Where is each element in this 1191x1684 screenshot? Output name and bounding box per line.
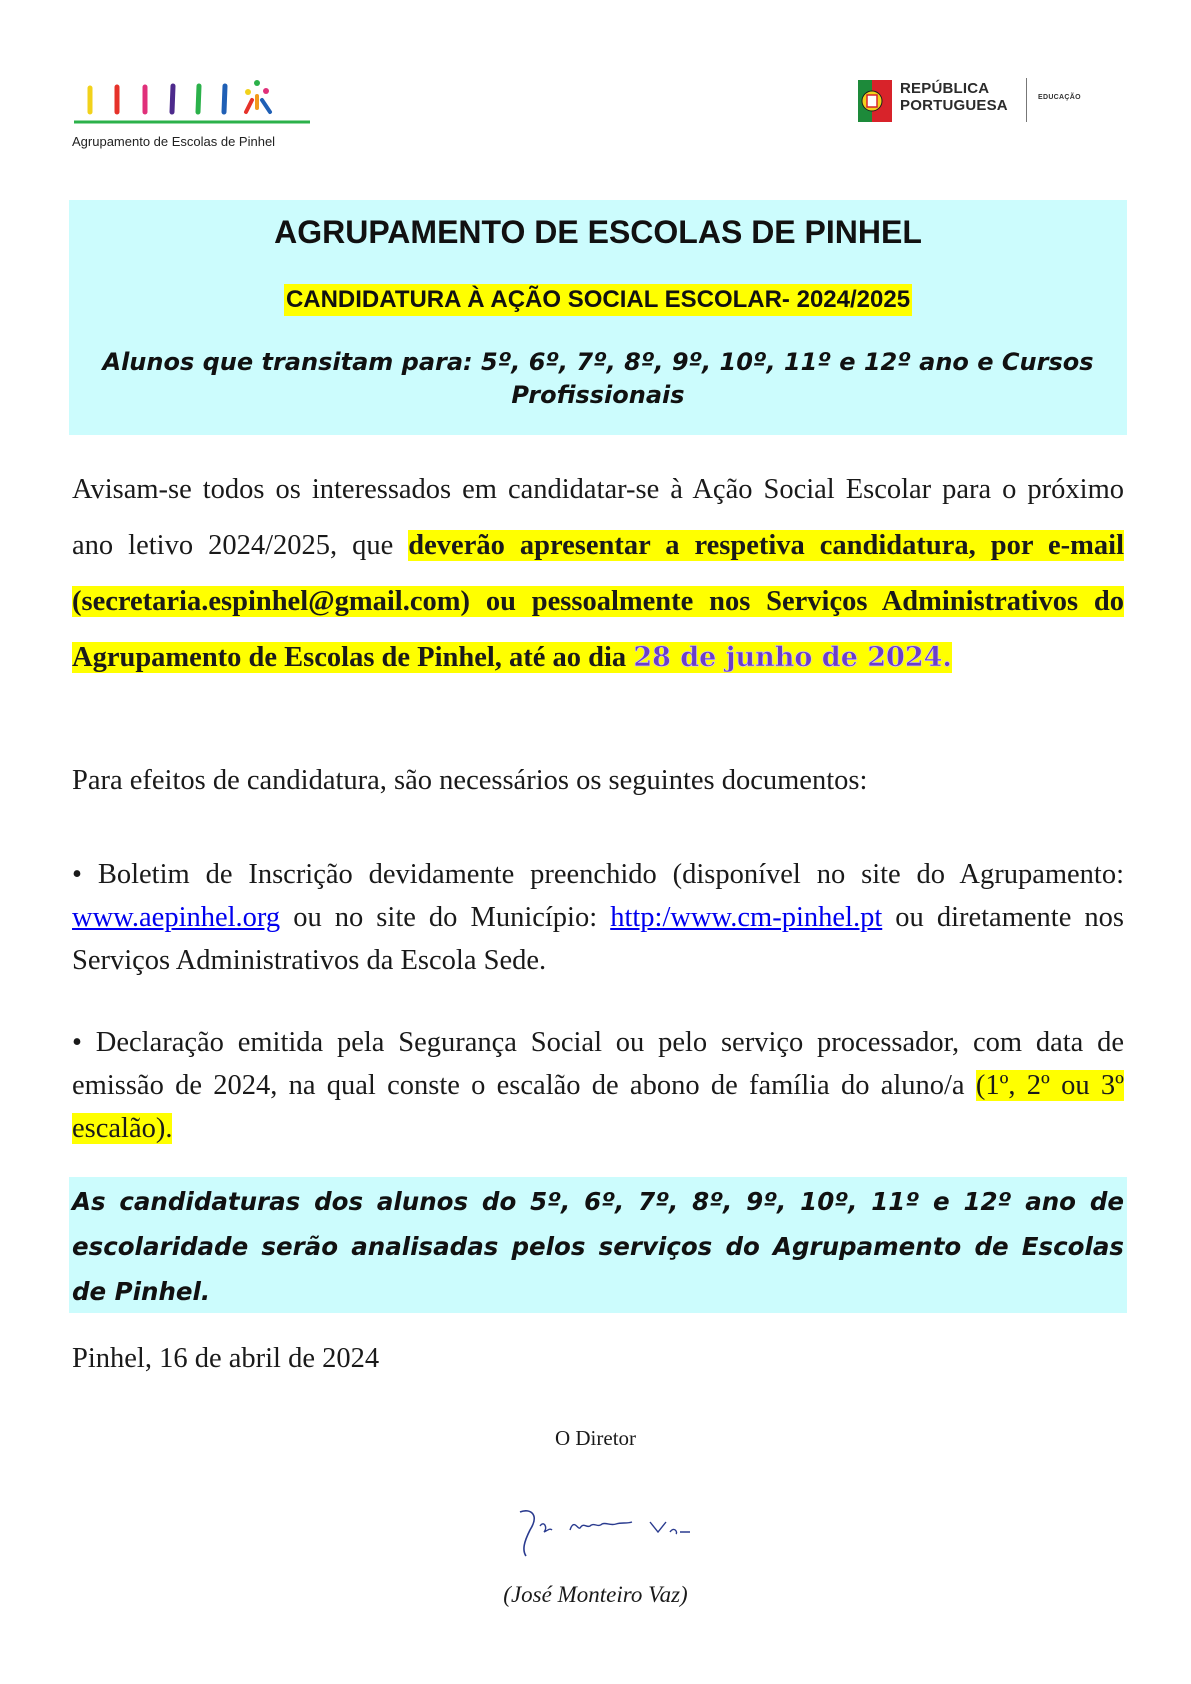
school-site-link[interactable]: www.aepinhel.org [72, 902, 281, 933]
logo-divider [1026, 78, 1027, 122]
subtitle: CANDIDATURA À AÇÃO SOCIAL ESCOLAR- 2024/2025 [284, 284, 912, 316]
deadline-date: 28 de junho de 2024 [633, 642, 943, 673]
place-date: Pinhel, 16 de abril de 2024 [72, 1343, 380, 1374]
notice-highlight-text: deverão apresentar a respetiva candidatura, por e-mail (secretaria.espinhel@gmail.com) ou pessoalmente nos Serviços Administrativos do Agrupamento de Escolas de Pinhel, até ao dia [72, 530, 1124, 673]
documents-intro: Para efeitos de candidatura, são necessários os seguintes documentos: [72, 765, 868, 796]
municipality-site-link[interactable]: http:/www.cm-pinhel.pt [610, 902, 883, 933]
title-box [69, 200, 1127, 435]
republic-name [900, 80, 1008, 114]
school-logo-icon [72, 78, 312, 134]
note-text: As candidaturas dos alunos do 5º, 6º, 7º, 8º, 9º, 10º, 11º e 12º ano de escolaridade serão analisadas pelos serviços do Agrupamento de Escolas de Pinhel. [72, 1187, 1124, 1306]
note-box [69, 1177, 1127, 1313]
ministry-label: EDUCAÇÃO [1038, 94, 1081, 101]
item2-start: • Declaração emitida pela Segurança Social ou pelo serviço processador, com data de emissão de 2024, na qual conste o escalão de abono de família do aluno/a [72, 1027, 1124, 1101]
director-role: O Diretor [554, 1426, 637, 1450]
school-logo-caption: Agrupamento de Escolas de Pinhel [72, 134, 276, 149]
item1-mid: ou no site do Município: [280, 902, 611, 933]
document-item-registration [72, 853, 1124, 982]
target-students: Alunos que transitam para: 5º, 6º, 7º, 8º, 9º, 10º, 11º e 12º ano e Cursos Profissionais [102, 348, 1094, 409]
republic-logo [858, 78, 1108, 128]
signer-name: (José Monteiro Vaz) [503, 1582, 688, 1607]
item1-start: • Boletim de Inscrição devidamente preenchido (disponível no site do Agrupamento: [72, 859, 1124, 890]
item2-highlight: (1º, 2º ou 3º escalão). [72, 1070, 1124, 1144]
republic-line1: REPÚBLICA [900, 80, 990, 97]
coat-of-arms-icon [858, 78, 894, 124]
page-title: AGRUPAMENTO DE ESCOLAS DE PINHEL [274, 214, 922, 250]
item1-end: ou diretamente nos Serviços Administrativos da Escola Sede. [72, 902, 1124, 976]
deadline-period: . [942, 642, 952, 673]
school-logo [72, 78, 312, 158]
signature-icon [500, 1500, 700, 1560]
document-item-declaration [72, 1021, 1124, 1150]
notice-paragraph [72, 462, 1124, 686]
subtitle-wrapper [69, 284, 1127, 316]
notice-intro: Avisam-se todos os interessados em candidatar-se à Ação Social Escolar para o próximo ano letivo 2024/2025, que [72, 474, 1124, 561]
republic-line2: PORTUGUESA [900, 97, 1008, 114]
